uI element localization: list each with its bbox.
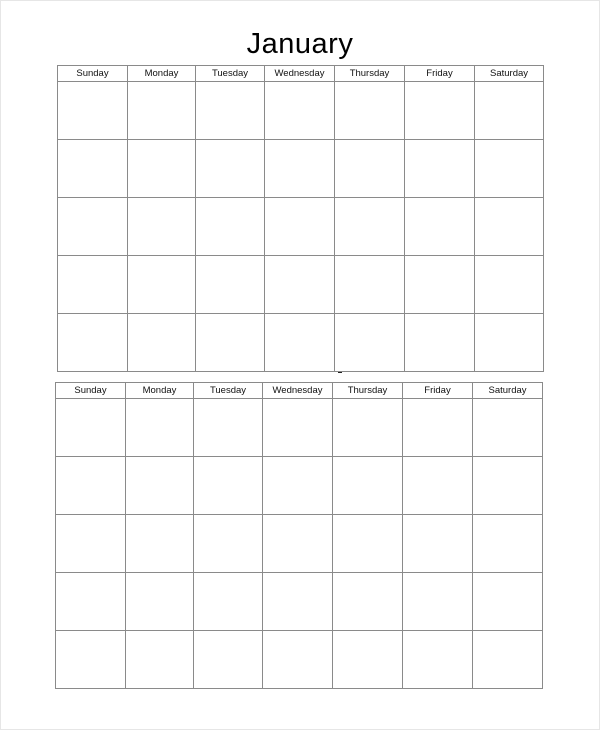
day-cell[interactable] xyxy=(265,140,335,198)
week-row xyxy=(58,198,544,256)
day-cell[interactable] xyxy=(473,515,543,573)
day-cell[interactable] xyxy=(56,515,126,573)
weekday-wednesday: Wednesday xyxy=(263,383,333,399)
day-cell[interactable] xyxy=(58,140,128,198)
day-cell[interactable] xyxy=(475,198,544,256)
day-cell[interactable] xyxy=(265,314,335,372)
day-cell[interactable] xyxy=(263,457,333,515)
day-cell[interactable] xyxy=(403,399,473,457)
day-cell[interactable] xyxy=(263,515,333,573)
week-row xyxy=(58,82,544,140)
weekday-sunday: Sunday xyxy=(58,66,128,82)
day-cell[interactable] xyxy=(194,573,263,631)
weekday-header-row xyxy=(56,383,543,399)
weekday-tuesday: Tuesday xyxy=(194,383,263,399)
day-cell[interactable] xyxy=(333,515,403,573)
day-cell[interactable] xyxy=(126,573,194,631)
week-row xyxy=(56,631,543,689)
day-cell[interactable] xyxy=(405,314,475,372)
weekday-tuesday: Tuesday xyxy=(196,66,265,82)
day-cell[interactable] xyxy=(196,140,265,198)
weekday-monday: Monday xyxy=(126,383,194,399)
weekday-thursday: Thursday xyxy=(333,383,403,399)
week-row xyxy=(56,457,543,515)
day-cell[interactable] xyxy=(265,82,335,140)
day-cell[interactable] xyxy=(58,314,128,372)
week-row xyxy=(56,399,543,457)
day-cell[interactable] xyxy=(58,198,128,256)
day-cell[interactable] xyxy=(194,457,263,515)
day-cell[interactable] xyxy=(405,140,475,198)
day-cell[interactable] xyxy=(196,82,265,140)
day-cell[interactable] xyxy=(473,573,543,631)
day-cell[interactable] xyxy=(128,82,196,140)
weekday-friday: Friday xyxy=(405,66,475,82)
month-title: January xyxy=(246,28,354,60)
day-cell[interactable] xyxy=(196,198,265,256)
day-cell[interactable] xyxy=(58,256,128,314)
weekday-friday: Friday xyxy=(403,383,473,399)
day-cell[interactable] xyxy=(56,631,126,689)
day-cell[interactable] xyxy=(128,140,196,198)
day-cell[interactable] xyxy=(126,515,194,573)
calendar-grid-bottom xyxy=(55,382,543,689)
day-cell[interactable] xyxy=(128,314,196,372)
weekday-thursday: Thursday xyxy=(335,66,405,82)
day-cell[interactable] xyxy=(473,457,543,515)
day-cell[interactable] xyxy=(403,631,473,689)
weekday-monday: Monday xyxy=(128,66,196,82)
day-cell[interactable] xyxy=(58,82,128,140)
day-cell[interactable] xyxy=(263,573,333,631)
day-cell[interactable] xyxy=(473,631,543,689)
day-cell[interactable] xyxy=(265,256,335,314)
weekday-sunday: Sunday xyxy=(56,383,126,399)
separator-mark xyxy=(338,372,342,373)
day-cell[interactable] xyxy=(263,399,333,457)
day-cell[interactable] xyxy=(405,256,475,314)
day-cell[interactable] xyxy=(128,256,196,314)
day-cell[interactable] xyxy=(475,140,544,198)
day-cell[interactable] xyxy=(403,573,473,631)
week-row xyxy=(58,140,544,198)
day-cell[interactable] xyxy=(196,256,265,314)
day-cell[interactable] xyxy=(126,457,194,515)
week-row xyxy=(58,256,544,314)
day-cell[interactable] xyxy=(403,457,473,515)
day-cell[interactable] xyxy=(333,631,403,689)
day-cell[interactable] xyxy=(335,140,405,198)
day-cell[interactable] xyxy=(194,515,263,573)
day-cell[interactable] xyxy=(56,399,126,457)
day-cell[interactable] xyxy=(126,631,194,689)
day-cell[interactable] xyxy=(403,515,473,573)
week-row xyxy=(58,314,544,372)
day-cell[interactable] xyxy=(405,82,475,140)
day-cell[interactable] xyxy=(196,314,265,372)
day-cell[interactable] xyxy=(475,314,544,372)
day-cell[interactable] xyxy=(128,198,196,256)
day-cell[interactable] xyxy=(194,631,263,689)
weekday-wednesday: Wednesday xyxy=(265,66,335,82)
day-cell[interactable] xyxy=(335,82,405,140)
weekday-saturday: Saturday xyxy=(473,383,543,399)
week-row xyxy=(56,573,543,631)
day-cell[interactable] xyxy=(194,399,263,457)
day-cell[interactable] xyxy=(56,457,126,515)
day-cell[interactable] xyxy=(475,256,544,314)
day-cell[interactable] xyxy=(473,399,543,457)
day-cell[interactable] xyxy=(333,573,403,631)
day-cell[interactable] xyxy=(56,573,126,631)
calendar-grid-top xyxy=(57,65,544,372)
day-cell[interactable] xyxy=(263,631,333,689)
day-cell[interactable] xyxy=(335,198,405,256)
day-cell[interactable] xyxy=(126,399,194,457)
weekday-header-row xyxy=(58,66,544,82)
day-cell[interactable] xyxy=(335,314,405,372)
day-cell[interactable] xyxy=(265,198,335,256)
weekday-saturday: Saturday xyxy=(475,66,544,82)
week-row xyxy=(56,515,543,573)
day-cell[interactable] xyxy=(333,399,403,457)
day-cell[interactable] xyxy=(475,82,544,140)
day-cell[interactable] xyxy=(335,256,405,314)
day-cell[interactable] xyxy=(333,457,403,515)
day-cell[interactable] xyxy=(405,198,475,256)
